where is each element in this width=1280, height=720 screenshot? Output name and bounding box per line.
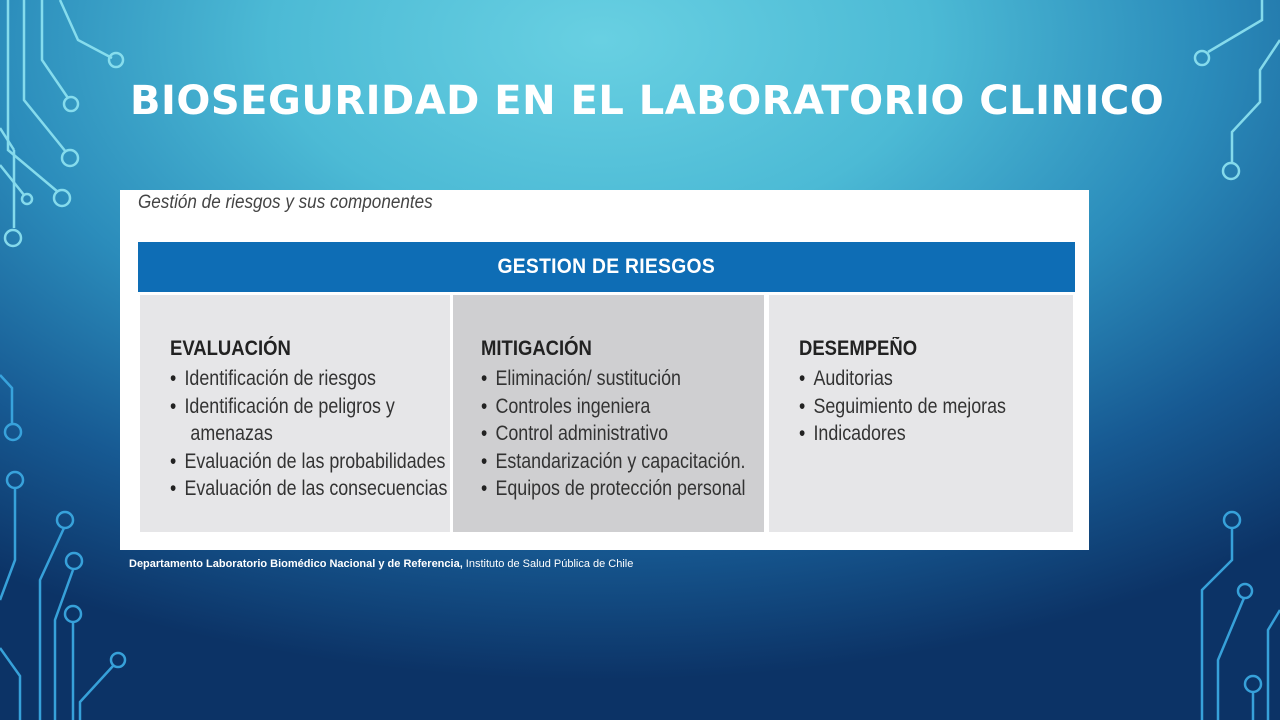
list-item: • Indicadores — [799, 420, 1032, 448]
column-heading: DESEMPEÑO — [799, 337, 918, 360]
item-list — [799, 365, 1073, 448]
banner — [138, 242, 1075, 292]
source-citation — [129, 558, 633, 570]
slide-title: BIOSEGURIDAD EN EL LABORATORIO CLINICO — [130, 78, 1165, 124]
banner-title: GESTION DE RIESGOS — [497, 255, 716, 278]
column-evaluacion — [140, 295, 450, 532]
item-list — [170, 365, 450, 503]
item-list — [481, 365, 764, 503]
list-item: • Equipos de protección personal — [481, 475, 722, 503]
figure-caption: Gestión de riesgos y sus componentes — [138, 192, 433, 213]
list-item: • Identificación de peligros y — [170, 393, 408, 421]
list-item: • Auditorias — [799, 365, 1032, 393]
column-heading: EVALUACIÓN — [170, 337, 291, 360]
column-desempeno — [769, 295, 1073, 532]
risk-management-figure — [120, 190, 1089, 550]
list-item: • Controles ingeniera — [481, 393, 722, 421]
list-item: • Estandarización y capacitación. — [481, 448, 722, 476]
list-item: • Evaluación de las probabilidades — [170, 448, 408, 476]
list-item: • Evaluación de las consecuencias — [170, 475, 408, 503]
list-item: • Control administrativo — [481, 420, 722, 448]
column-mitigacion — [453, 295, 764, 532]
list-item: • Seguimiento de mejoras — [799, 393, 1032, 421]
source-institute: Instituto de Salud Pública de Chile — [462, 558, 634, 570]
list-item-continuation: amenazas — [190, 422, 273, 445]
source-department: Departamento Laboratorio Biomédico Nacional y de Referencia, — [129, 558, 463, 570]
list-item: • Eliminación/ sustitución — [481, 365, 722, 393]
column-heading: MITIGACIÓN — [481, 337, 592, 360]
list-item: • Identificación de riesgos — [170, 365, 408, 393]
